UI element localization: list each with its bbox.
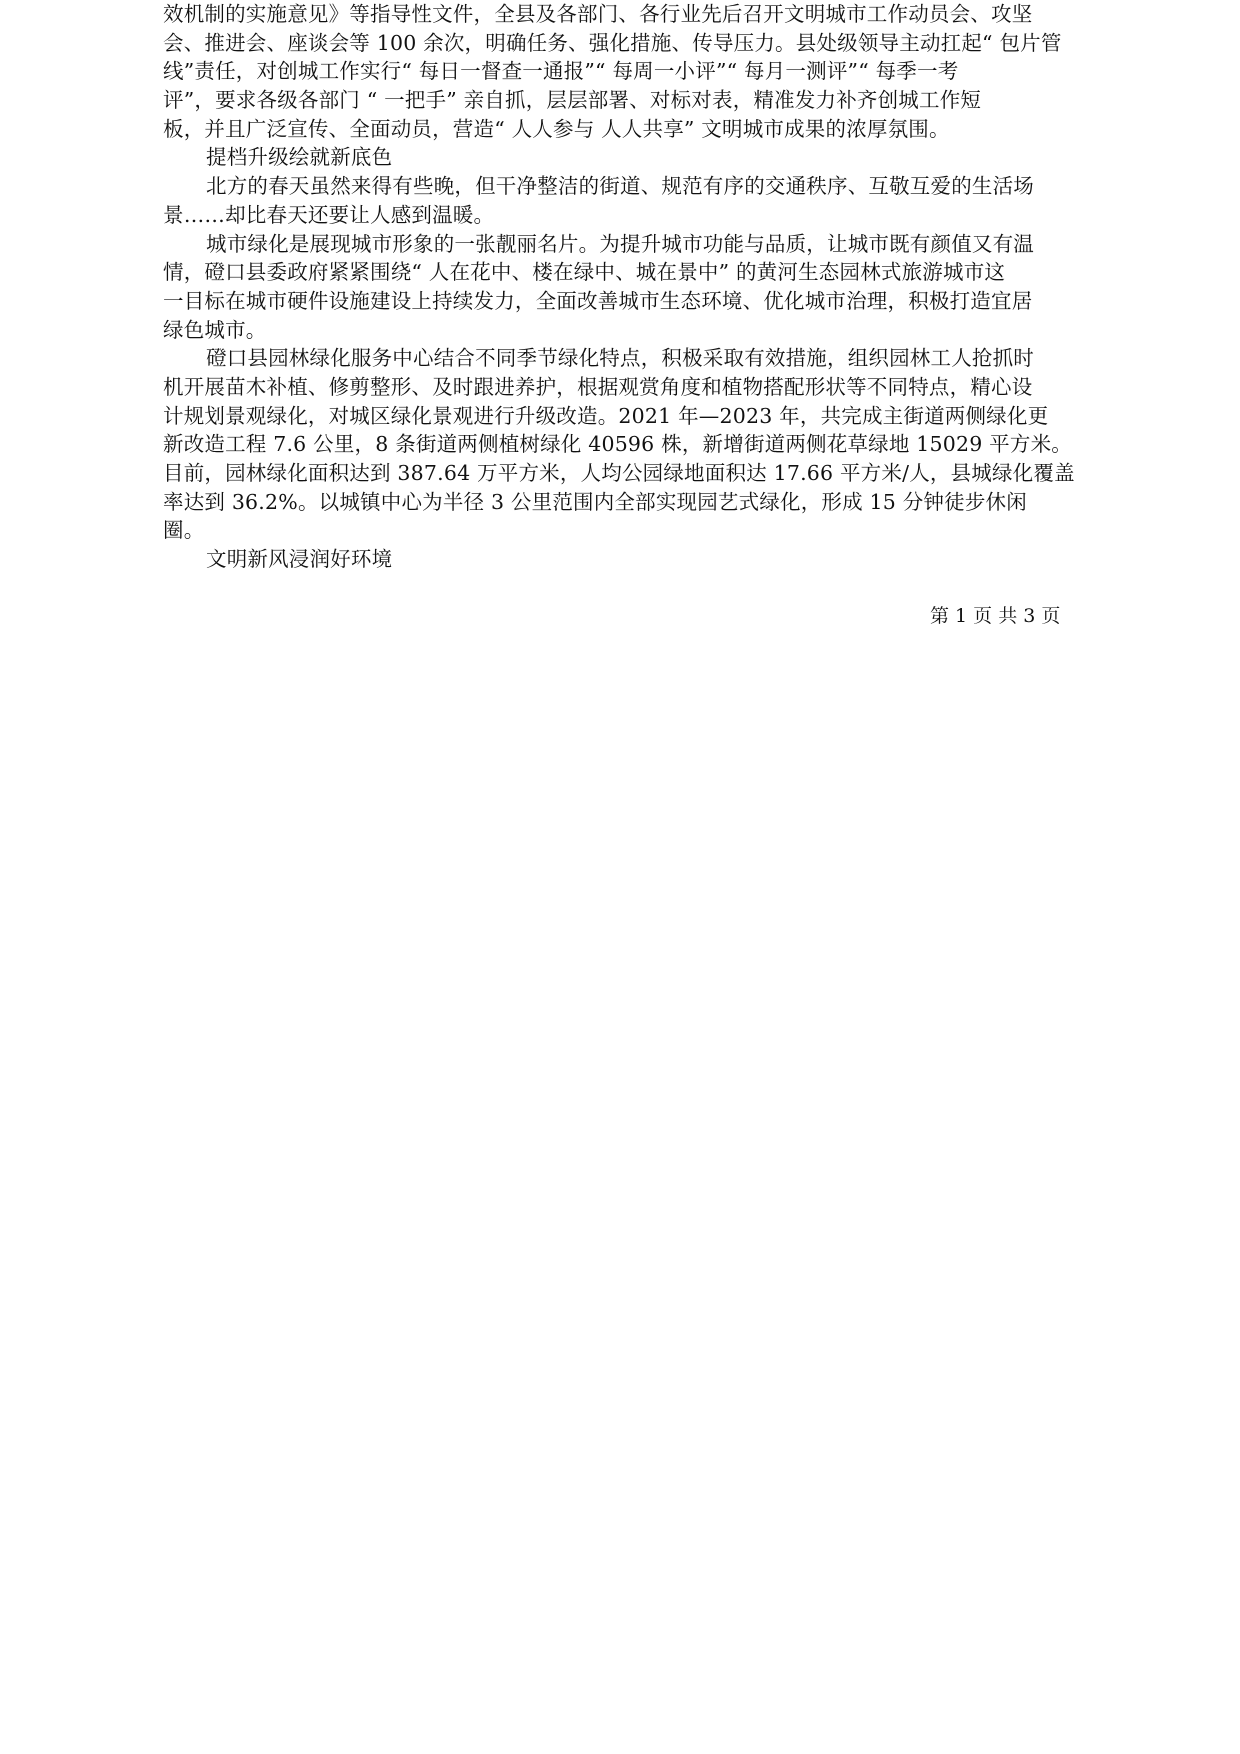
paragraph-first-line: 文明新风浸润好环境 bbox=[206, 547, 393, 572]
paragraph-first-line: 城市绿化是展现城市形象的一张靓丽名片。为提升城市功能与品质，让城市既有颜值又有温 bbox=[206, 231, 1034, 256]
text-line: 新改造工程 7.6 公里，8 条街道两侧植树绿化 40596 株，新增街道两侧花草绿地 15029 平方米。 bbox=[163, 432, 1072, 457]
text-line: 圈。 bbox=[163, 518, 205, 543]
text-line: 板，并且广泛宣传、全面动员，营造“ 人人参与 人人共享” 文明城市成果的浓厚氛围。 bbox=[163, 116, 950, 141]
text-line: 情，磴口县委政府紧紧围绕“ 人在花中、楼在绿中、城在景中” 的黄河生态园林式旅游城市这 bbox=[163, 260, 1006, 285]
text-line: 目前，园林绿化面积达到 387.64 万平方米，人均公园绿地面积达 17.66 平方米/人，县城绿化覆盖 bbox=[163, 461, 1075, 485]
page-number-footer: 第 1 页 共 3 页 bbox=[930, 605, 1061, 627]
paragraph-first-line: 北方的春天虽然来得有些晚，但干净整洁的街道、规范有序的交通秩序、互敬互爱的生活场 bbox=[206, 174, 1034, 199]
paragraph-first-line: 提档升级绘就新底色 bbox=[206, 145, 393, 170]
text-line: 景……却比春天还要让人感到温暖。 bbox=[163, 202, 495, 227]
text-line: 计规划景观绿化，对城区绿化景观进行升级改造。2021 年—2023 年，共完成主街道两侧绿化更 bbox=[163, 403, 1049, 428]
text-line: 一目标在城市硬件设施建设上持续发力，全面改善城市生态环境、优化城市治理，积极打造宜居 bbox=[163, 288, 1033, 313]
text-line: 效机制的实施意见》等指导性文件，全县及各部门、各行业先后召开文明城市工作动员会、攻坚 bbox=[163, 2, 1033, 26]
text-line: 绿色城市。 bbox=[163, 317, 267, 342]
text-line: 会、推进会、座谈会等 100 余次，明确任务、强化措施、传导压力。县处级领导主动扛起“ 包片管 bbox=[163, 30, 1062, 55]
text-line: 机开展苗木补植、修剪整形、及时跟进养护，根据观赏角度和植物搭配形状等不同特点，精心设 bbox=[163, 374, 1033, 399]
text-line: 率达到 36.2%。以城镇中心为半径 3 公里范围内全部实现园艺式绿化，形成 15 分钟徒步休闲 bbox=[163, 489, 1027, 514]
text-line: 线”责任，对创城工作实行“ 每日一督查一通报”“ 每周一小评”“ 每月一测评”“ 每季一考 bbox=[163, 59, 959, 84]
paragraph-first-line: 磴口县园林绿化服务中心结合不同季节绿化特点，积极采取有效措施，组织园林工人抢抓时 bbox=[206, 346, 1034, 371]
text-line: 评”，要求各级各部门 “ 一把手” 亲自抓，层层部署、对标对表，精准发力补齐创城工作短 bbox=[163, 88, 982, 113]
document-body bbox=[163, 0, 1088, 574]
